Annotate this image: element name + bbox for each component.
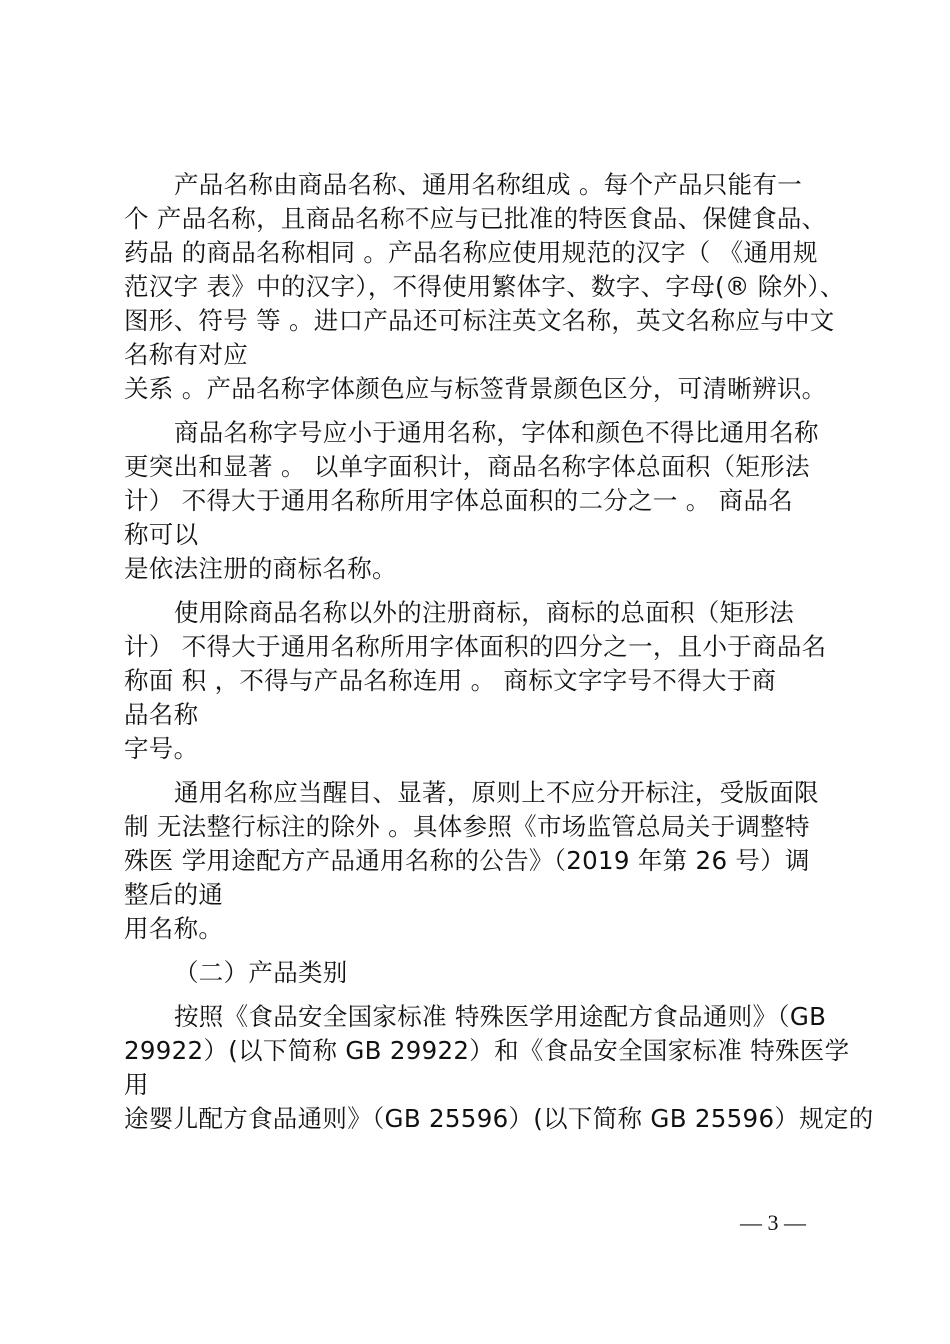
text-line: 称面 积 ，不得与产品名称连用 。 商标文字字号不得大于商 (124, 666, 777, 695)
text-line: 制 无法整行标注的除外 。具体参照《市场监管总局关于调整特 (124, 812, 810, 841)
text-line: 图形、符号 等 。进口产品还可标注英文名称，英文名称应与中文 (124, 306, 835, 335)
paragraph-trademark (124, 596, 836, 766)
section-heading-product-category (124, 956, 836, 990)
text-line: 按照《食品安全国家标准 特殊医学用途配方食品通则》（GB (174, 1002, 827, 1031)
text-line: 整后的通 (124, 880, 224, 909)
paragraph-category-standards (124, 1000, 874, 1136)
text-line: 通用名称应当醒目、显著，原则上不应分开标注，受版面限 (174, 778, 819, 807)
text-line: 个 产品名称，且商品名称不应与已批准的特医食品、保健食品、 (124, 204, 827, 233)
paragraph-generic-name (124, 776, 836, 946)
text-line: 用名称。 (124, 914, 224, 943)
text-line: 计） 不得大于通用名称所用字体面积的四分之一，且小于商品名 (124, 632, 827, 661)
text-line: 29922）(以下简称 GB 29922）和《食品安全国家标准 特殊医学 (124, 1036, 850, 1065)
text-line: 更突出和显著 。 以单字面积计，商品名称字体总面积（矩形法 (124, 452, 810, 481)
text-line: 殊医 学用途配方产品通用名称的公告》（2019 年第 26 号）调 (124, 846, 810, 875)
text-line: 计） 不得大于通用名称所用字体总面积的二分之一 。 商品名 (124, 486, 794, 515)
text-line: 产品名称由商品名称、通用名称组成 。每个产品只能有一 (174, 170, 803, 199)
text-line: 范汉字 表》中的汉字），不得使用繁体字、数字、字母(® 除外）、 (124, 272, 845, 301)
text-line: 商品名称字号应小于通用名称，字体和颜色不得比通用名称 (174, 418, 819, 447)
text-line: 药品 的商品名称相同 。产品名称应使用规范的汉字（ 《通用规 (124, 238, 818, 267)
text-line: 关系 。产品名称字体颜色应与标签背景颜色区分，可清晰辨识。 (124, 374, 827, 403)
text-line: 名称有对应 (124, 340, 248, 369)
page-number: — 3 — (740, 1210, 806, 1235)
paragraph-product-name (124, 168, 845, 406)
paragraph-brand-name-size (124, 416, 836, 586)
text-line: 品名称 (124, 700, 199, 729)
text-line: 是依法注册的商标名称。 (124, 554, 397, 583)
text-line: 称可以 (124, 520, 199, 549)
text-line: 途婴儿配方食品通则》（GB 25596）(以下简称 GB 25596）规定的 (124, 1104, 874, 1133)
document-body (124, 168, 874, 1136)
text-line: 使用除商品名称以外的注册商标，商标的总面积（矩形法 (174, 598, 794, 627)
text-line: 用 (124, 1070, 149, 1099)
section-heading: （二）产品类别 (174, 958, 348, 987)
text-line: 字号。 (124, 734, 199, 763)
